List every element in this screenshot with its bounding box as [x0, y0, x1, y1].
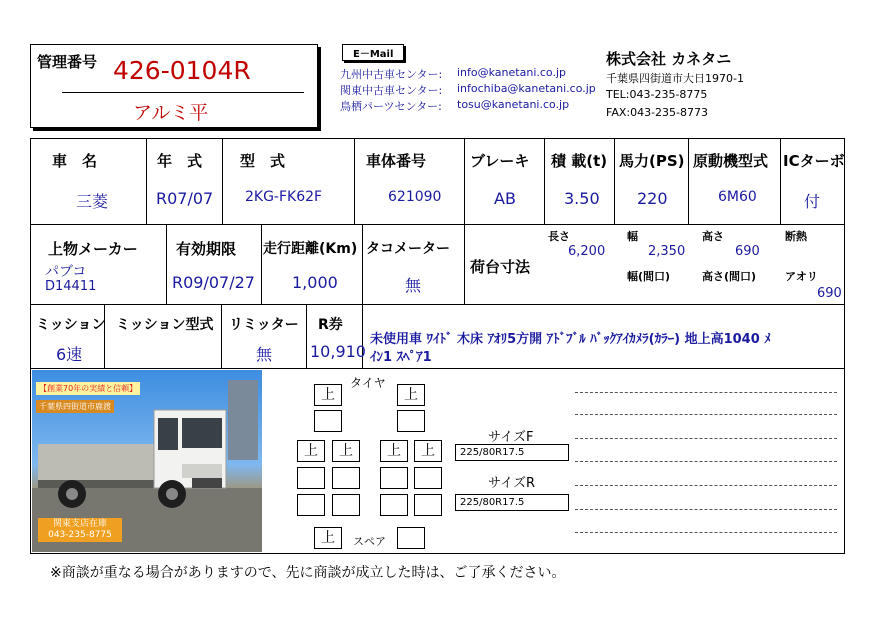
tire-empty: [297, 467, 325, 489]
r2-sep: [362, 224, 363, 304]
contact-1-email[interactable]: info@kanetani.co.jp: [457, 66, 566, 79]
company-name: 株式会社 カネタニ: [606, 50, 732, 68]
tires-title: タイヤ: [350, 376, 386, 390]
dim-height-label: 高さ: [702, 230, 724, 243]
tire-empty: [314, 410, 342, 432]
photo-badge-phone: 043-235-8775: [48, 530, 112, 540]
tire-empty: [380, 494, 408, 516]
note-line: [575, 532, 837, 533]
tire-empty: [414, 494, 442, 516]
note-line: [575, 461, 837, 462]
dim-width-gate-label: 幅(間口): [627, 270, 671, 283]
size-r-value: 225/80R17.5: [455, 494, 569, 511]
tire-rear-left-outer: 上: [297, 440, 325, 462]
dim-height-gate-label: 高さ(間口): [702, 270, 757, 283]
r1-sep: [614, 138, 615, 224]
size-f-value: 225/80R17.5: [455, 444, 569, 461]
note-line: [575, 485, 837, 486]
dim-aori: 690: [817, 286, 842, 301]
label-expiry: 有効期限: [176, 240, 237, 258]
photo-badge-top: 【創業70年の実績と信頼】: [36, 382, 140, 395]
contact-3-label: 鳥栖パーツセンター:: [340, 100, 442, 113]
size-f-label: サイズF: [488, 430, 534, 445]
note-line: [575, 438, 837, 439]
r2-sep: [464, 224, 465, 304]
mgmt-label: 管理番号: [37, 53, 98, 71]
value-model: 2KG-FK62F: [245, 189, 323, 205]
photo-badge-branch: 関東支店在庫: [52, 519, 107, 529]
size-r-label: サイズR: [488, 476, 535, 491]
r2-sep: [166, 224, 167, 304]
tire-rear-right-outer: 上: [414, 440, 442, 462]
truck-photo: [32, 370, 262, 552]
label-r-ticket: R券: [318, 317, 343, 333]
company-address: 千葉県四街道市大日1970-1: [606, 72, 744, 85]
mgmt-divider: [62, 92, 304, 93]
value-hp: 220: [637, 189, 668, 208]
tire-rear-left-inner: 上: [332, 440, 360, 462]
contact-3-email[interactable]: tosu@kanetani.co.jp: [457, 98, 570, 111]
dim-length: 6,200: [568, 244, 606, 259]
r1-sep: [544, 138, 545, 224]
company-fax: FAX:043-235-8773: [606, 106, 709, 119]
dim-width-label: 幅: [627, 230, 638, 243]
label-tacho: タコメーター: [366, 241, 450, 257]
company-tel: TEL:043-235-8775: [606, 88, 708, 101]
dim-aori-label: アオリ: [785, 270, 818, 283]
value-name: 三菱: [76, 192, 109, 211]
remarks-line-2: ｲﾝ1 ｽﾍﾟｱ1: [370, 350, 432, 365]
value-ic: 付: [804, 192, 821, 211]
value-limiter: 無: [256, 345, 273, 364]
r2-sep: [261, 224, 262, 304]
label-cargo: 荷台寸法: [470, 258, 531, 276]
value-engine: 6M60: [718, 189, 757, 205]
tire-empty: [297, 494, 325, 516]
label-mission: ミッション: [36, 317, 106, 333]
photo-badge-location: 千葉県四街道市鹿渡: [36, 400, 114, 413]
label-ic: ICターボ: [783, 152, 845, 170]
dim-length-label: 長さ: [548, 230, 570, 243]
tire-empty: [397, 410, 425, 432]
r1-sep: [354, 138, 355, 224]
tire-spare-2: [397, 527, 425, 549]
r1-sep: [688, 138, 689, 224]
value-maker-code: D14411: [45, 279, 97, 294]
value-expiry: R09/07/27: [172, 273, 255, 292]
value-brake: AB: [494, 189, 516, 208]
value-mileage: 1,000: [292, 273, 338, 292]
row3-divider: [30, 368, 845, 369]
dim-insul-label: 断熱: [785, 230, 807, 243]
value-tacho: 無: [405, 276, 422, 295]
note-line: [575, 392, 837, 393]
email-badge-label: E－Mail: [353, 49, 394, 60]
label-maker: 上物メーカー: [48, 240, 138, 258]
tire-front-left: 上: [314, 384, 342, 406]
contact-2-email[interactable]: infochiba@kanetani.co.jp: [457, 82, 596, 95]
label-hp: 馬力(PS): [619, 152, 685, 170]
label-year: 年 式: [157, 152, 203, 170]
note-line: [575, 509, 837, 510]
photo-badge-bottom: [38, 518, 122, 542]
value-maker: パブコ: [45, 264, 87, 280]
r1-sep: [780, 138, 781, 224]
tire-empty: [380, 467, 408, 489]
label-limiter: リミッター: [229, 317, 299, 333]
r1-sep: [146, 138, 147, 224]
r3-sep: [221, 304, 222, 368]
r1-sep: [222, 138, 223, 224]
label-load: 積 載(t): [551, 152, 608, 170]
contact-2-label: 関東中古車センター:: [340, 84, 443, 97]
tire-front-right: 上: [397, 384, 425, 406]
r3-sep: [306, 304, 307, 368]
label-model: 型 式: [240, 152, 286, 170]
contact-1-label: 九州中古車センター:: [340, 68, 443, 81]
body-type: アルミ平: [133, 102, 209, 124]
tire-empty: [414, 467, 442, 489]
tire-spare-1: 上: [314, 527, 342, 549]
row1-divider: [30, 224, 845, 225]
value-year: R07/07: [156, 189, 214, 208]
value-load: 3.50: [564, 189, 600, 208]
footer-note: ※商談が重なる場合がありますので、先に商談が成立した時は、ご了承ください。: [50, 565, 566, 581]
r1-sep: [464, 138, 465, 224]
tire-rear-right-inner: 上: [380, 440, 408, 462]
label-mileage: 走行距離(Km): [263, 241, 358, 257]
spare-label: スペア: [353, 535, 386, 548]
value-r-ticket: 10,910: [310, 342, 366, 361]
label-name: 車 名: [52, 152, 98, 170]
tire-empty: [332, 467, 360, 489]
row2-divider: [30, 304, 845, 305]
label-brake: ブレーキ: [470, 152, 530, 170]
value-chassis: 621090: [388, 189, 442, 205]
mgmt-number: 426-0104R: [113, 56, 251, 85]
tire-empty: [332, 494, 360, 516]
dim-width: 2,350: [648, 244, 686, 259]
label-mission-type: ミッション型式: [116, 317, 214, 333]
dim-height: 690: [735, 244, 760, 259]
remarks-line-1: 未使用車 ﾜｲﾄﾞ 木床 ｱｵﾘ5方開 ｱﾄﾞﾌﾞﾙ ﾊﾞｯｸｱｲｶﾒﾗ(ｶﾗｰ) 地上高1040 ﾒ: [370, 332, 771, 347]
label-chassis: 車体番号: [366, 152, 427, 170]
label-engine: 原動機型式: [693, 152, 769, 170]
value-mission: 6速: [56, 345, 83, 364]
note-line: [575, 414, 837, 415]
